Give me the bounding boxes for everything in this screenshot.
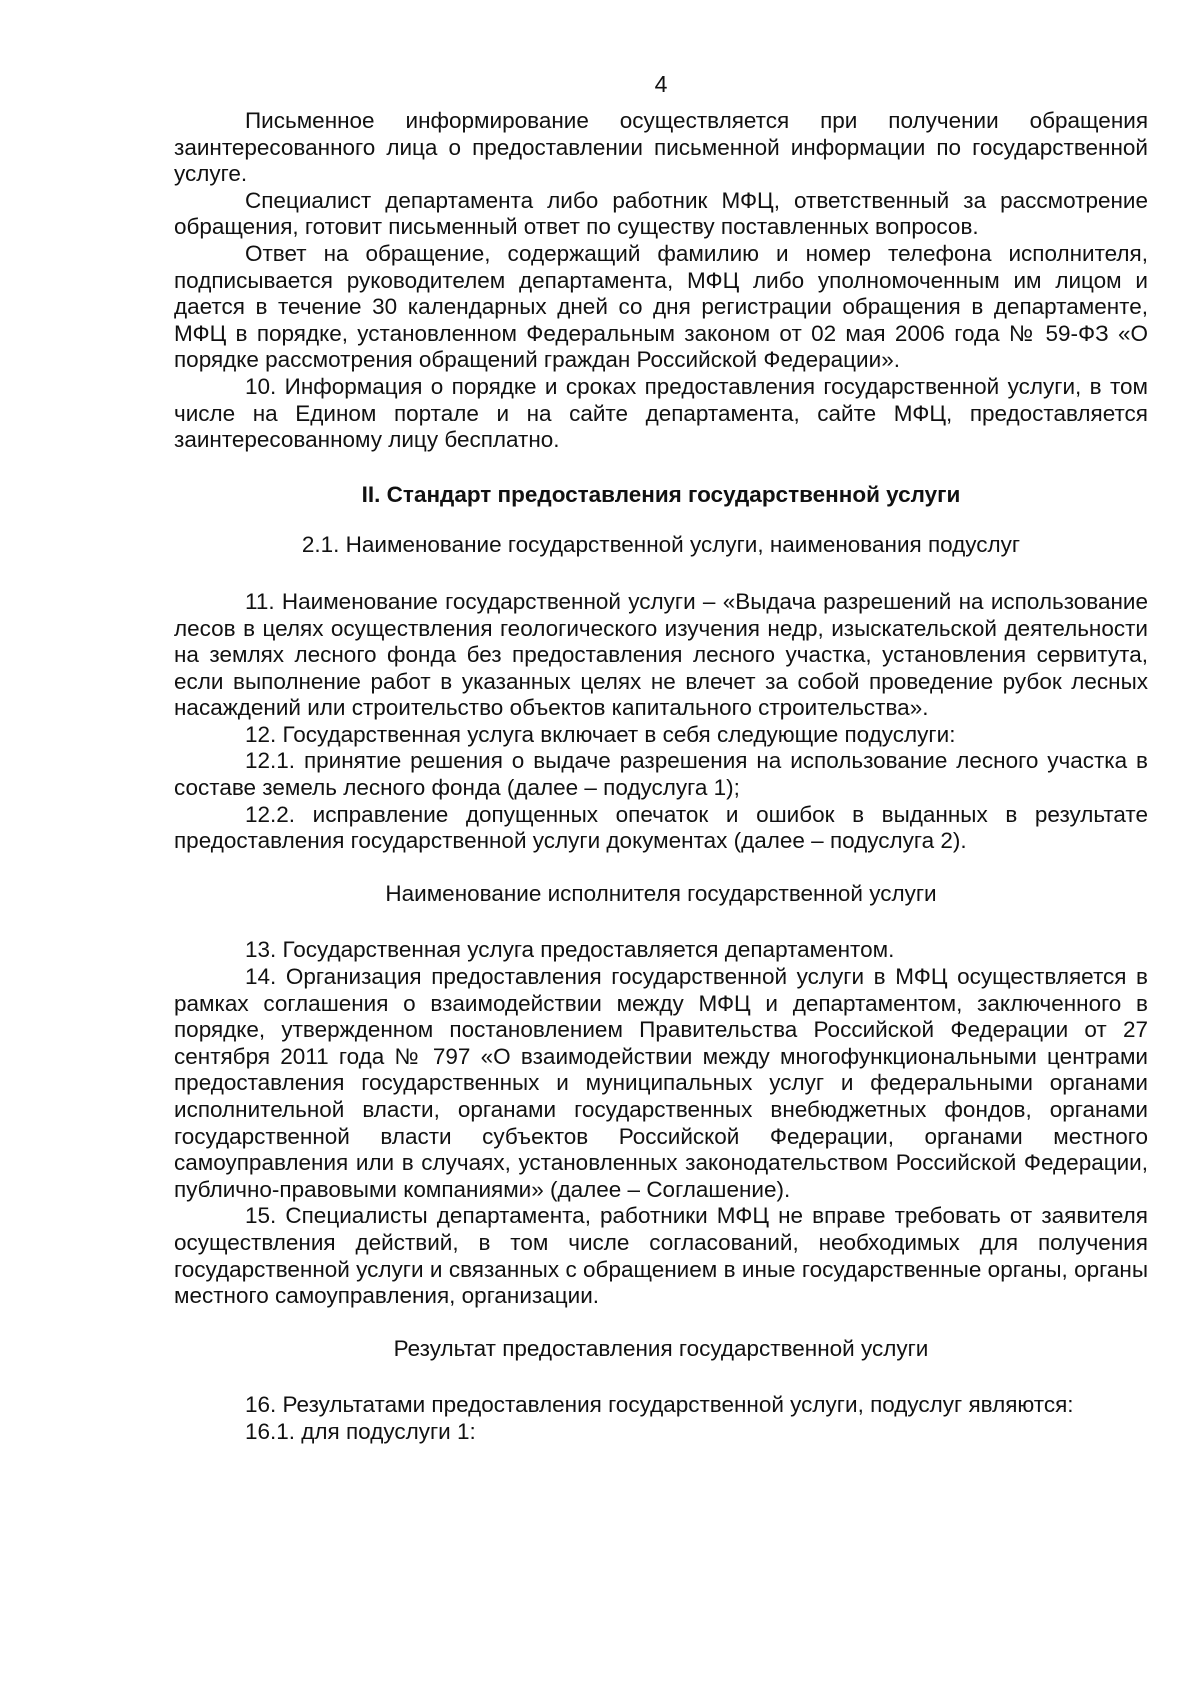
paragraph-response-signing: Ответ на обращение, содержащий фамилию и номер телефона исполнителя, подписывается руководителем департамента, МФЦ либо уполномоченным им лицом и дается в течение 30 календарных дней со дня регистрации обращения в департаменте, МФЦ в порядке, установленном Федеральным законом от 02 мая 2006 года № 59-ФЗ «О порядке рассмотрения обращений граждан Российской Федерации». <box>174 240 1148 373</box>
paragraph-11: 11. Наименование государственной услуги – «Выдача разрешений на использование лесов в целях осуществления геологического изучения недр, изыскательской деятельности на землях лесного фонда без предоставления лесного участка, установления сервитута, если выполнение работ в указанных целях не влечет за собой проведение рубок лесных насаждений или строительство объектов капитального строительства». <box>174 588 1148 721</box>
paragraph-12: 12. Государственная услуга включает в себя следующие подуслуги: <box>245 721 956 747</box>
subheading-service-name: 2.1. Наименование государственной услуги, наименования подуслуг <box>301 532 1021 558</box>
paragraph-16: 16. Результатами предоставления государственной услуги, подуслуг являются: <box>245 1392 1074 1418</box>
paragraph-12-1: 12.1. принятие решения о выдаче разрешения на использование лесного участка в составе земель лесного фонда (далее – подуслуга 1); <box>174 748 1148 801</box>
page-number: 4 <box>654 71 668 97</box>
paragraph-14: 14. Организация предоставления государственной услуги в МФЦ осуществляется в рамках соглашения о взаимодействии между МФЦ и департаментом, заключенного в порядке, утвержденном постановлением Правительства Российской Федерации от 27 сентября 2011 года № 797 «О взаимодействии между многофункциональными центрами предоставления государственных и муниципальных услуг и федеральными органами исполнительной власти, органами государственных внебюджетных фондов, органами государственной власти субъектов Российской Федерации, органами местного самоуправления или в случаях, установленных законодательством Российской Федерации, публично-правовыми компаниями» (далее – Соглашение). <box>174 964 1148 1202</box>
paragraph-15: 15. Специалисты департамента, работники МФЦ не вправе требовать от заявителя осуществления действий, в том числе согласований, необходимых для получения государственной услуги и связанных с обращением в иные государственные органы, органы местного самоуправления, организации. <box>174 1203 1148 1309</box>
paragraph-13: 13. Государственная услуга предоставляется департаментом. <box>245 937 895 963</box>
paragraph-12-2: 12.2. исправление допущенных опечаток и ошибок в выданных в результате предоставления государственной услуги документах (далее – подуслуга 2). <box>174 801 1148 854</box>
section-title: II. Стандарт предоставления государственной услуги <box>361 481 961 507</box>
paragraph-16-1: 16.1. для подуслуги 1: <box>245 1418 476 1444</box>
paragraph-specialist-response: Специалист департамента либо работник МФЦ, ответственный за рассмотрение обращения, готовит письменный ответ по существу поставленных вопросов. <box>174 187 1148 240</box>
paragraph-10: 10. Информация о порядке и сроках предоставления государственной услуги, в том числе на Едином портале и на сайте департамента, сайте МФЦ, предоставляется заинтересованному лицу бесплатно. <box>174 373 1148 453</box>
subheading-executor: Наименование исполнителя государственной услуги <box>385 880 937 906</box>
document-page <box>174 70 1148 1446</box>
paragraph-written-informing: Письменное информирование осуществляется при получении обращения заинтересованного лица о предоставлении письменной информации по государственной услуге. <box>174 108 1148 187</box>
subheading-result: Результат предоставления государственной услуги <box>393 1335 929 1361</box>
